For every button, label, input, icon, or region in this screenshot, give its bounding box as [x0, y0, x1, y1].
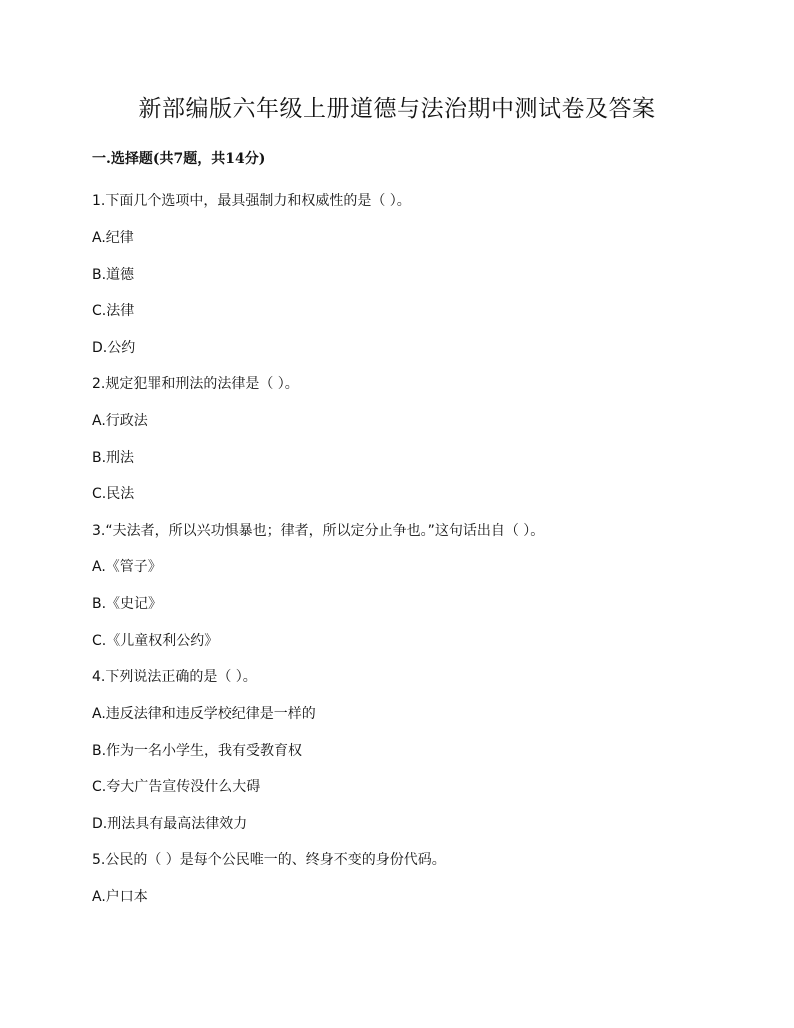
option-3b: B.《史记》	[92, 596, 163, 612]
question-3: 3.“夫法者，所以兴功惧暴也；律者，所以定分止争也。”这句话出自（ ）。	[92, 523, 545, 539]
option-3a: A.《管子》	[92, 559, 162, 575]
option-2a: A.行政法	[92, 413, 148, 429]
option-2b: B.刑法	[92, 450, 135, 466]
question-1: 1.下面几个选项中，最具强制力和权威性的是（ ）。	[92, 193, 411, 209]
section-heading: 一.选择题(共7题，共14分)	[92, 151, 266, 167]
question-5: 5.公民的（ ）是每个公民唯一的、终身不变的身份代码。	[92, 852, 446, 868]
option-5a: A.户口本	[92, 889, 148, 905]
page-title: 新部编版六年级上册道德与法治期中测试卷及答案	[138, 96, 656, 122]
option-1b: B.道德	[92, 267, 135, 283]
option-2c: C.民法	[92, 486, 135, 502]
option-3c: C.《儿童权利公约》	[92, 633, 219, 649]
question-4: 4.下列说法正确的是（ ）。	[92, 669, 257, 685]
question-2: 2.规定犯罪和刑法的法律是（ ）。	[92, 376, 299, 392]
option-1c: C.法律	[92, 303, 135, 319]
option-4c: C.夸大广告宣传没什么大碍	[92, 779, 261, 795]
option-4b: B.作为一名小学生，我有受教育权	[92, 743, 303, 759]
option-1a: A.纪律	[92, 230, 134, 246]
option-4a: A.违反法律和违反学校纪律是一样的	[92, 706, 316, 722]
option-1d: D.公约	[92, 340, 136, 356]
option-4d: D.刑法具有最高法律效力	[92, 816, 248, 832]
